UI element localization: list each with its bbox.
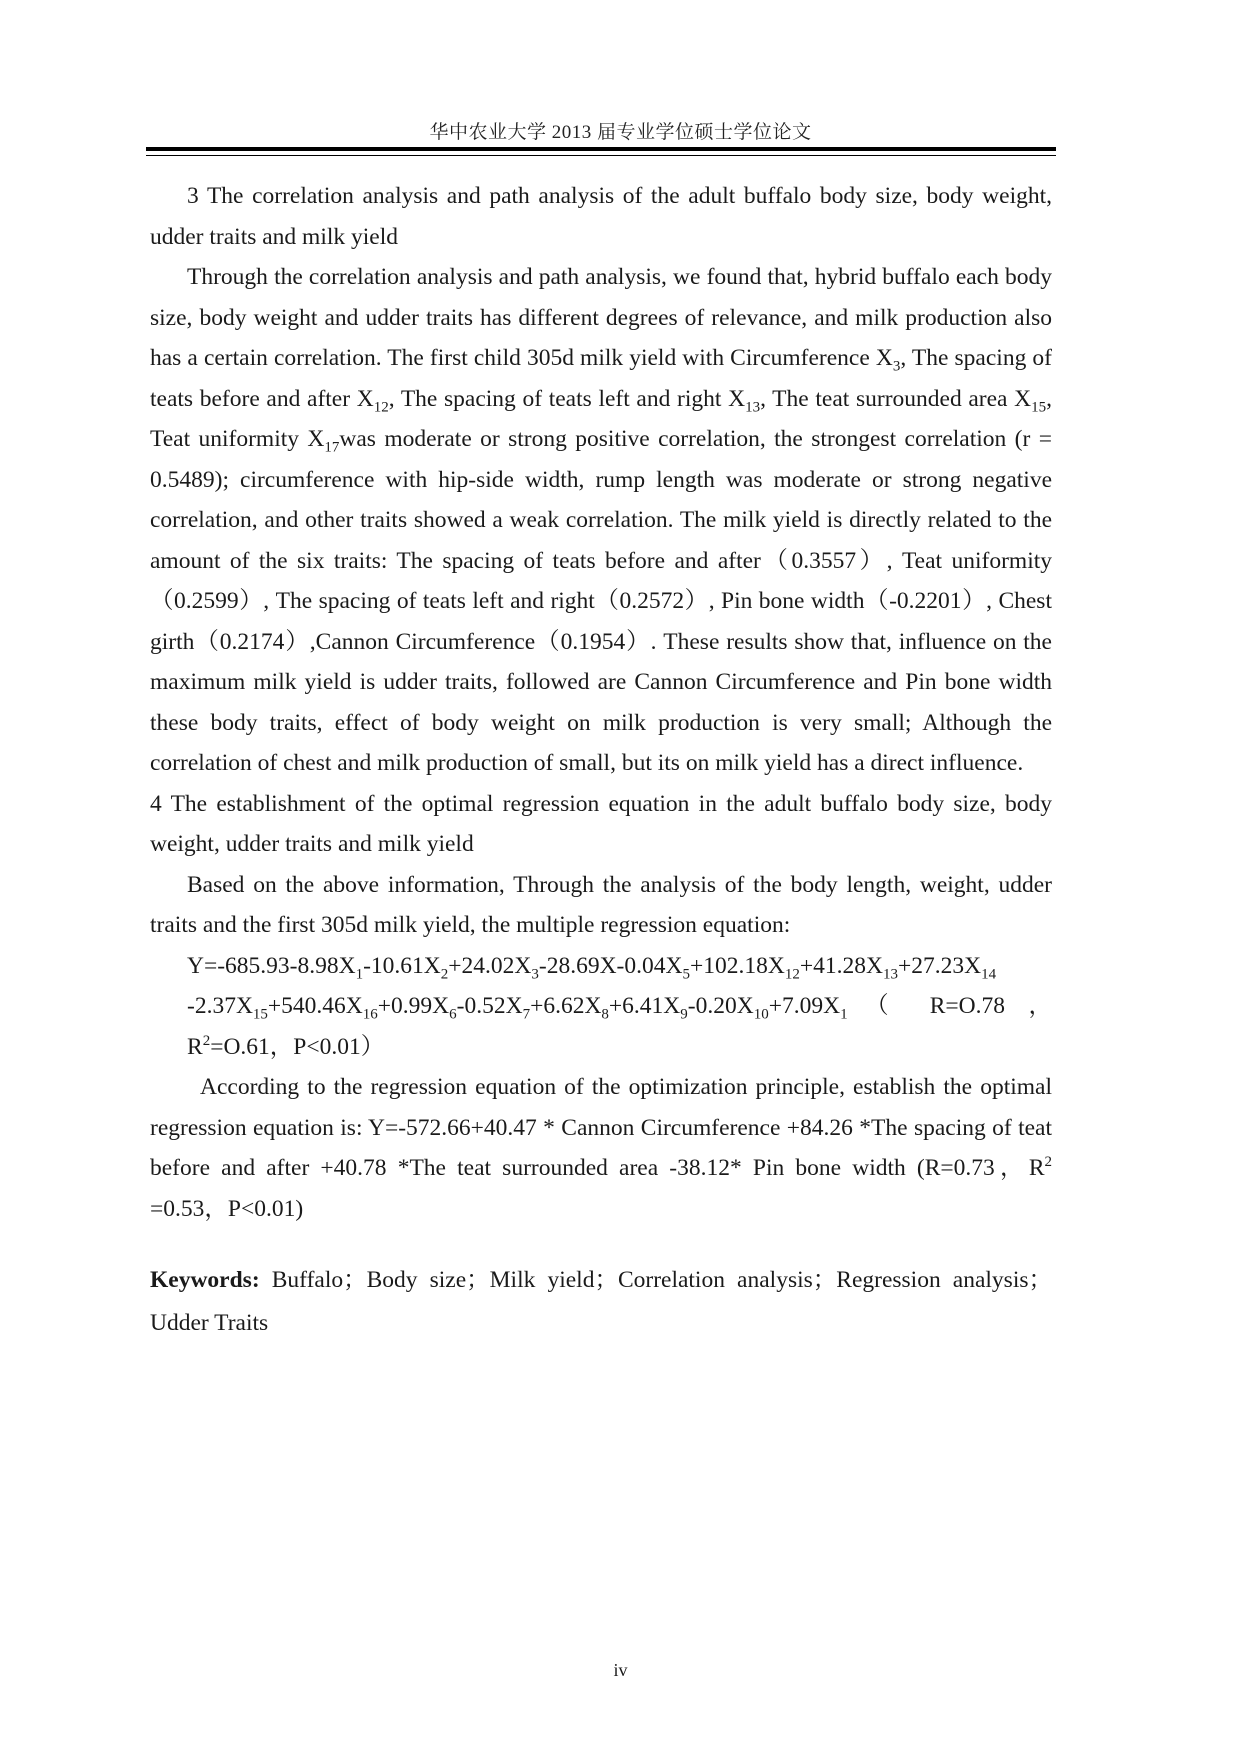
section-4-paragraph: Based on the above information, Through the analysis of the body length, weight, udder traits and the first 305d milk yield, the multiple regression equation: xyxy=(150,871,1052,938)
header-rule-thin xyxy=(146,155,1056,156)
keywords xyxy=(150,1259,1052,1345)
header-rule-thick xyxy=(146,147,1056,151)
section-3-paragraph: Through the correlation analysis and path analysis, we found that, hybrid buffalo each body size, body weight and udder traits has different degrees of relevance, and milk production also has a certain correlation. The first child 305d milk yield with Circumference $X_3$, The spacing of teats before and after $X_{12}$, The spacing of teats left and right $X_{13}$, The teat surrounded area $X_{15}$, Teat uniformity $X_{17}was$ moderate or strong positive correlation, the strongest correlation (r = 0.5489); circumference with hip-side width, rump length was moderate or strong negative correlation, and other traits showed a weak correlation. The milk yield is directly related to the amount of the six traits: The spacing of teats before and after（0.3557）, Teat uniformity（0.2599）, The spacing of teats left and right（0.2572）, Pin bone width（-0.2201）, Chest girth（0.2174）,Cannon Circumference（0.1954）. These results show that, influence on the maximum milk yield is udder traits, followed are Cannon Circumference and Pin bone width these body traits, effect of body weight on milk production is very small; Although the correlation of chest and milk production of small, but its on milk yield has a direct influence. xyxy=(150,264,1052,776)
keywords-label: Keywords: xyxy=(150,1267,260,1293)
keywords-text: Buffalo；Body size；Milk yield；Correlation analysis；Regression analysis；Udder Traits xyxy=(150,1267,1052,1336)
running-header: 华中农业大学 2013 届专业学位硕士学位论文 xyxy=(429,122,812,143)
page-number: iv xyxy=(613,1660,628,1680)
section-4-heading: 4 The establishment of the optimal regression equation in the adult buffalo body size, body weight, udder traits and milk yield xyxy=(150,790,1052,857)
abstract-content xyxy=(150,176,1052,1345)
section-3-heading: 3 The correlation analysis and path analysis of the adult buffalo body size, body weight, udder traits and milk yield xyxy=(150,183,1052,250)
optimal-regression-paragraph: According to the regression equation of the optimization principle, establish the optimal regression equation is: Y=-572.66+40.47 * Cannon Circumference +84.26 *The spacing of teat before and after +40.78 *The teat surrounded area -38.12* Pin bone width (R=0.73，$R^2 =0.53$，P<0.01) xyxy=(150,1074,1052,1222)
multiple-regression-equation: $Y=-685.93-8.98X_1-10.61X_2+24.02X_3-28.69X-0.04X_5+102.18X_{12}+41.28X_{13}+27.23X_{14}$ $-2.37X_{15}+540.46X_{16}+0.99X_6-0.52X_7+6.62X_8+6.41X_9-0.20X_{10}+7.09X_1$（ R=O.78 ， $R^2=O.61$，P<0.01） xyxy=(187,952,1052,1060)
